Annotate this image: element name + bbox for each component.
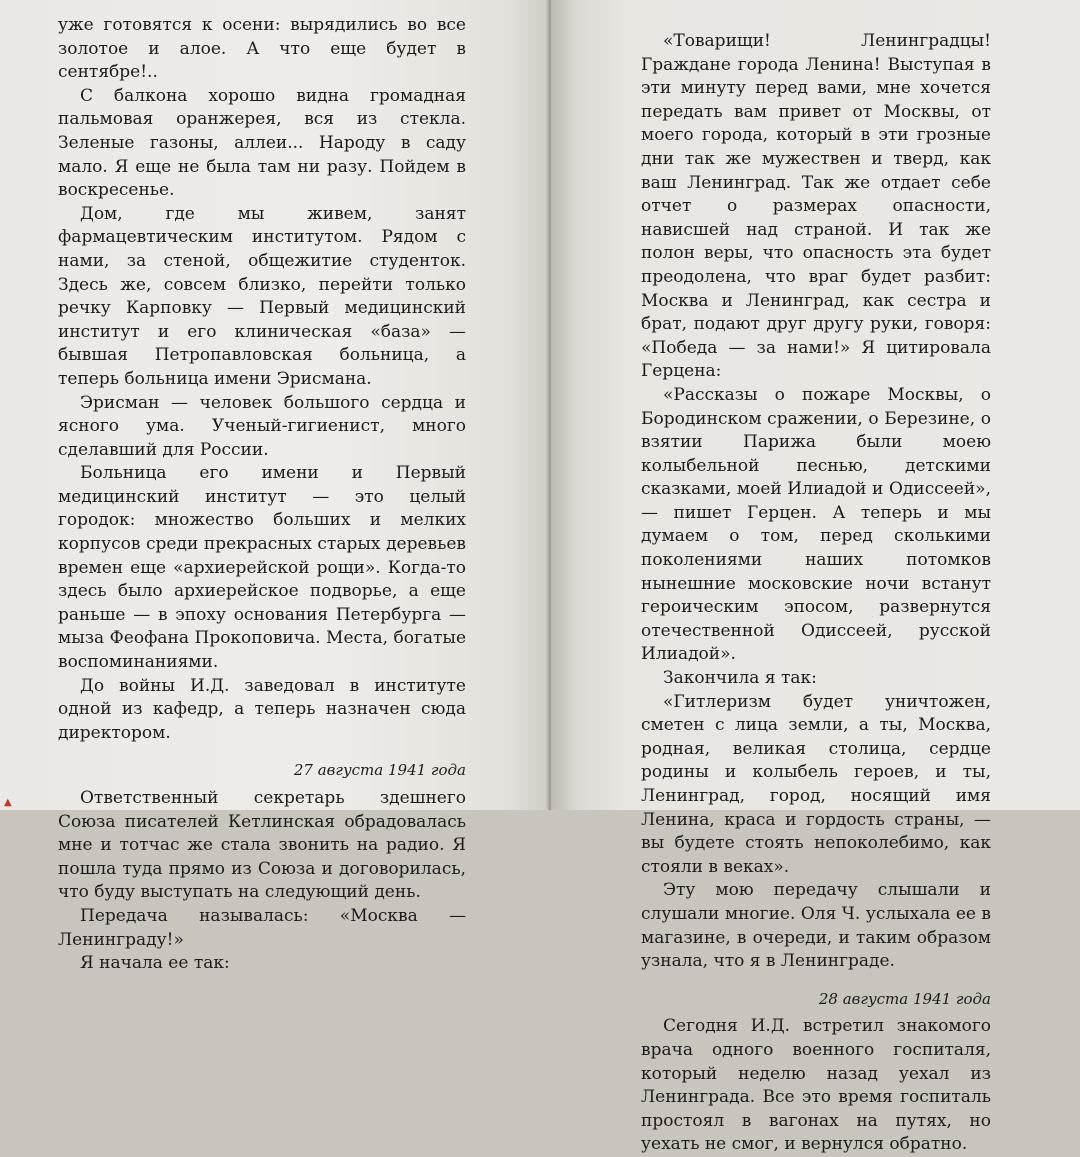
paragraph: Эрисман — человек большого сердца и ясного ума. Ученый-гигиенист, много сделавший для России. (58, 392, 466, 460)
paragraph: Ответственный секретарь здешнего Союза писателей Кетлинская обрадовалась мне и тотчас же стала звонить на радио. Я пошла туда прямо из Союза и договорилась, что буду выступать на следующий день. (58, 788, 466, 903)
left-page-text (58, 14, 466, 976)
paragraph: С балкона хорошо видна громадная пальмовая оранжерея, вся из стекла. Зеленые газоны, аллеи... Народу в саду мало. Я еще не была там ни разу. Пойдем в воскресенье. (58, 85, 466, 201)
paragraph: До войны И.Д. заведовал в институте одной из кафедр, а теперь назначен сюда директором. (58, 675, 466, 743)
paragraph: Дом, где мы живем, занят фармацевтическим институтом. Рядом с нами, за стеной, общежитие студенток. Здесь же, совсем близко, перейти только речку Карповку — Первый медицинский институт и его клиническая «база» — бывшая Петропавловская больница, а теперь больница имени Эрисмана. (58, 203, 466, 389)
paragraph: Больница его имени и Первый медицинский институт — это целый городок: множество больших и мелких корпусов среди прекрасных старых деревьев времен еще «архиерейской рощи». Когда-то здесь было архиерейское подворье, а еще раньше — в эпоху основания Петербурга — мыза Феофана Прокоповича. Места, богатые воспоминаниями. (58, 463, 466, 673)
diary-date-heading: 27 августа 1941 года (293, 761, 466, 780)
left-page (0, 0, 549, 974)
paragraph: Передача называлась: «Москва — Ленинграду!» (58, 905, 466, 950)
paragraph: уже готовятся к осени: вырядились во все золотое и алое. А что еще будет в сентябре!.. (58, 15, 466, 83)
corner-mark-icon: ▲ (4, 797, 12, 808)
paragraph: Эту мою передачу слышали и слушали многие. Оля Ч. услыхала ее в магазине, в очереди, и таким образом узнала, что я в Ленинграде. (641, 880, 991, 972)
paragraph: Закончила я так: (663, 668, 817, 689)
paragraph: «Гитлеризм будет уничтожен, сметен с лица земли, а ты, Москва, родная, великая столица, сердце родины и колыбель героев, и ты, Ленинград, город, носящий имя Ленина, краса и гордость страны, — вы будете стоять непоколебимо, как стояли в веках». (641, 691, 991, 877)
diary-date-heading: 28 августа 1941 года (818, 989, 991, 1008)
right-page (551, 0, 1080, 1155)
paragraph: «Товарищи! Ленинградцы! Граждане города Ленина! Выступая в эти минуту перед вами, мне хочется передать вам привет от Москвы, от моего города, который в эти грозные дни так же мужествен и тверд, как ваш Ленинград. Так же отдает себе отчет о размерах опасности, нависшей над страной. И так же полон веры, что опасность эта будет преодолена, что враг будет разбит: Москва и Ленинград, как сестра и брат, подают друг другу руки, говоря: «Победа — за нами!» Я цитировала Герцена: (641, 31, 991, 382)
right-page-text (641, 30, 991, 1157)
paragraph: «Рассказы о пожаре Москвы, о Бородинском сражении, о Березине, о взятии Парижа были моею колыбельной песнью, детскими сказками, моей Илиадой и Одиссеей», — пишет Герцен. А теперь и мы думаем о том, перед сколькими поколениями наших потомков нынешние московские ночи встанут героическим эпосом, развернутся отечественной Одиссеей, русской Илиадой». (641, 384, 991, 665)
paragraph: Сегодня И.Д. встретил знакомого врача одного военного госпиталя, который неделю назад уехал из Ленинграда. Все это время госпиталь простоял в вагонах на путях, но уехать не смог, и вернулся обратно. (641, 1016, 991, 1155)
paragraph: Я начала ее так: (80, 953, 230, 974)
